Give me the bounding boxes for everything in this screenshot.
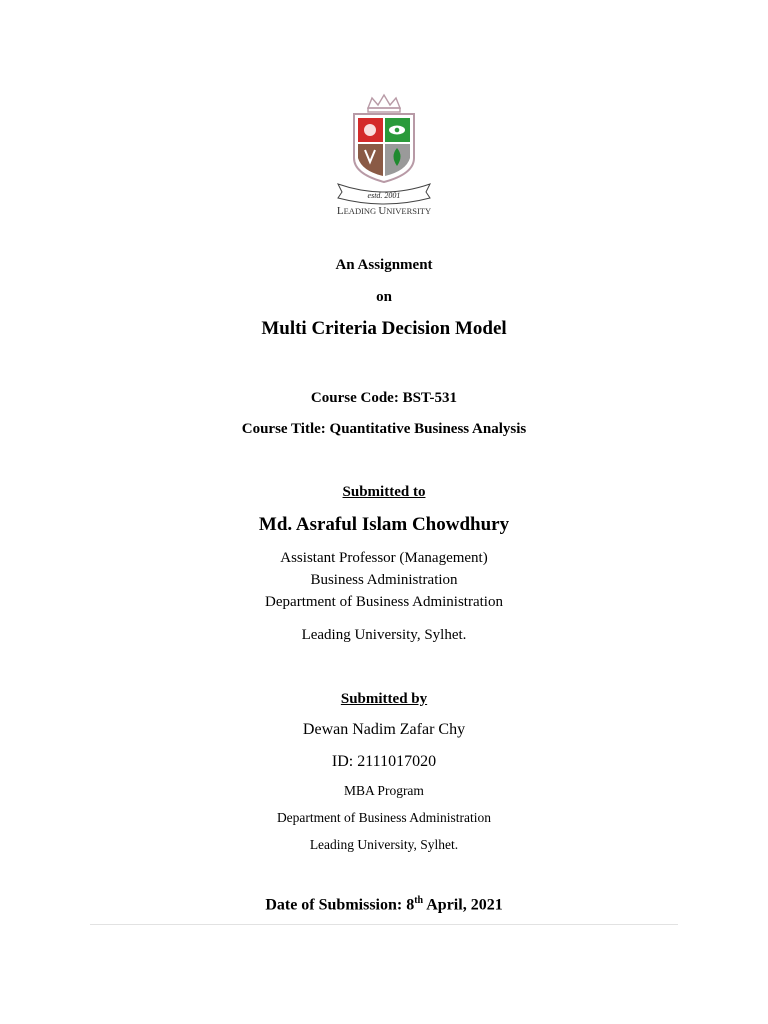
supervisor-name: Md. Asraful Islam Chowdhury <box>258 514 510 535</box>
assignment-topic: Multi Criteria Decision Model <box>261 318 507 339</box>
submission-date-value: April, 2021 <box>423 896 503 914</box>
leading-university-logo <box>332 92 436 216</box>
student-department: Department of Business Administration <box>276 810 492 825</box>
on-label: on <box>376 289 392 305</box>
assignment-label: An Assignment <box>335 257 433 273</box>
student-institution: Leading University, Sylhet. <box>309 837 459 852</box>
student-id: ID: 2111017020 <box>331 753 437 770</box>
dove-icon <box>364 124 376 136</box>
supervisor-program: Business Administration <box>310 572 458 588</box>
submitted-by-label: Submitted by <box>340 691 428 707</box>
submission-date-label: Date of Submission: 8 <box>265 896 415 914</box>
submission-date <box>0 895 768 914</box>
date-ordinal-suffix: th <box>414 895 424 906</box>
supervisor-designation: Assistant Professor (Management) <box>280 550 488 566</box>
crown-icon <box>368 95 400 112</box>
supervisor-institution: Leading University, Sylhet. <box>301 627 467 643</box>
estd-text: estd. 2001 <box>367 191 401 200</box>
student-program: MBA Program <box>344 783 424 798</box>
supervisor-department: Department of Business Administration <box>265 594 503 610</box>
university-wordmark: LEADING UNIVERSITY <box>336 205 432 216</box>
student-name: Dewan Nadim Zafar Chy <box>302 721 466 738</box>
submitted-to-label: Submitted to <box>342 484 426 500</box>
course-code: Course Code: BST-531 <box>310 390 458 406</box>
course-title: Course Title: Quantitative Business Analysis <box>241 421 527 437</box>
page-divider <box>90 924 678 925</box>
